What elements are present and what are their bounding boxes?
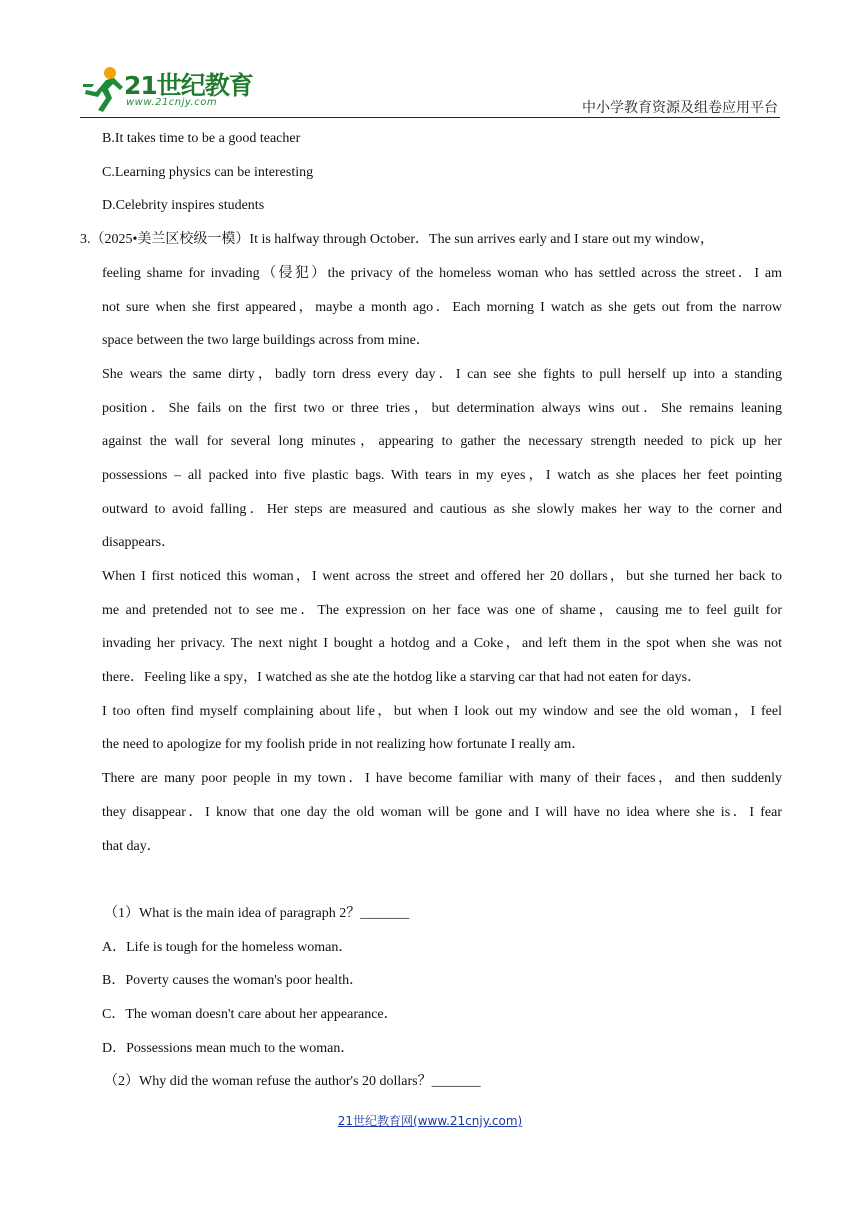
header-divider [80, 117, 780, 118]
passage-line: the need to apologize for my foolish pride in not realizing how fortunate I really am． [102, 737, 586, 753]
platform-title: 中小学教育资源及组卷应用平台 [582, 100, 778, 116]
prev-option-d: D.Celebrity inspires students [102, 198, 265, 214]
passage-line: invading her privacy. The next night I bought a hotdog and a Coke，and left them in the spot when she was not [102, 636, 782, 652]
passage-line: that day． [102, 838, 161, 854]
document-body [80, 122, 782, 1099]
passage-line: me and pretended not to see me．The expression on her face was one of shame，causing me to feel guilt for [102, 602, 782, 618]
passage-line: they disappear．I know that one day the old woman will be gone and I will have no idea where she is．I fear [102, 804, 782, 820]
spacer [80, 863, 782, 897]
logo-url: www.21cnjy.com [126, 97, 218, 108]
page-footer [0, 1112, 860, 1129]
page-header [0, 0, 860, 122]
passage-line: outward to avoid falling．Her steps are measured and cautious as she slowly makes her way to the corner and [102, 501, 782, 517]
sub-question-2: （2）Why did the woman refuse the author's 20 dollars？_______ [104, 1074, 481, 1090]
prev-option-b: B.It takes time to be a good teacher [102, 131, 301, 146]
runner-logo-icon [80, 64, 126, 114]
footer-link[interactable]: 21世纪教育网(www.21cnjy.com) [337, 1114, 523, 1128]
option-b: B．Poverty causes the woman's poor health． [102, 973, 364, 989]
passage-line: against the wall for several long minutes，appearing to gather the necessary strength needed to pick up her [102, 434, 782, 450]
question-3-first-line: 3.（2025•美兰区校级一模）It is halfway through October．The sun arrives early and I stare out my window， [80, 232, 714, 248]
passage-line: possessions – all packed into five plastic bags. With tears in my eyes，I watch as she places her feet pointing [102, 467, 782, 483]
option-a: A．Life is tough for the homeless woman． [102, 939, 353, 955]
prev-option-c: C.Learning physics can be interesting [102, 164, 314, 180]
passage-line: When I first noticed this woman，I went across the street and offered her 20 dollars，but she turned her back to [102, 569, 782, 585]
option-d: D．Possessions mean much to the woman． [102, 1040, 355, 1056]
passage-line: there．Feeling like a spy，I watched as she ate the hotdog like a starving car that had not eaten for days． [102, 670, 702, 686]
passage-line: disappears． [102, 535, 176, 551]
passage-line: She wears the same dirty，badly torn dress every day．I can see she fights to pull herself up into a standing [102, 366, 782, 382]
logo-text: 21世纪教育 [124, 71, 253, 100]
option-c: C．The woman doesn't care about her appearance． [102, 1007, 398, 1023]
sub-question-1: （1）What is the main idea of paragraph 2？_______ [104, 905, 410, 921]
logo [80, 64, 260, 116]
passage-line: position．She fails on the first two or three tries，but determination always wins out．She remains leaning [102, 400, 782, 416]
passage-line: space between the two large buildings across from mine． [102, 333, 430, 349]
passage-line: feeling shame for invading（侵犯）the privacy of the homeless woman who has settled across the street．I am [102, 265, 782, 281]
passage-line: not sure when she first appeared，maybe a month ago．Each morning I watch as she gets out from the narrow [102, 299, 782, 315]
passage-line: There are many poor people in my town．I have become familiar with many of their faces，and then suddenly [102, 771, 782, 787]
passage-line: I too often find myself complaining about life，but when I look out my window and see the old woman，I feel [102, 703, 782, 719]
